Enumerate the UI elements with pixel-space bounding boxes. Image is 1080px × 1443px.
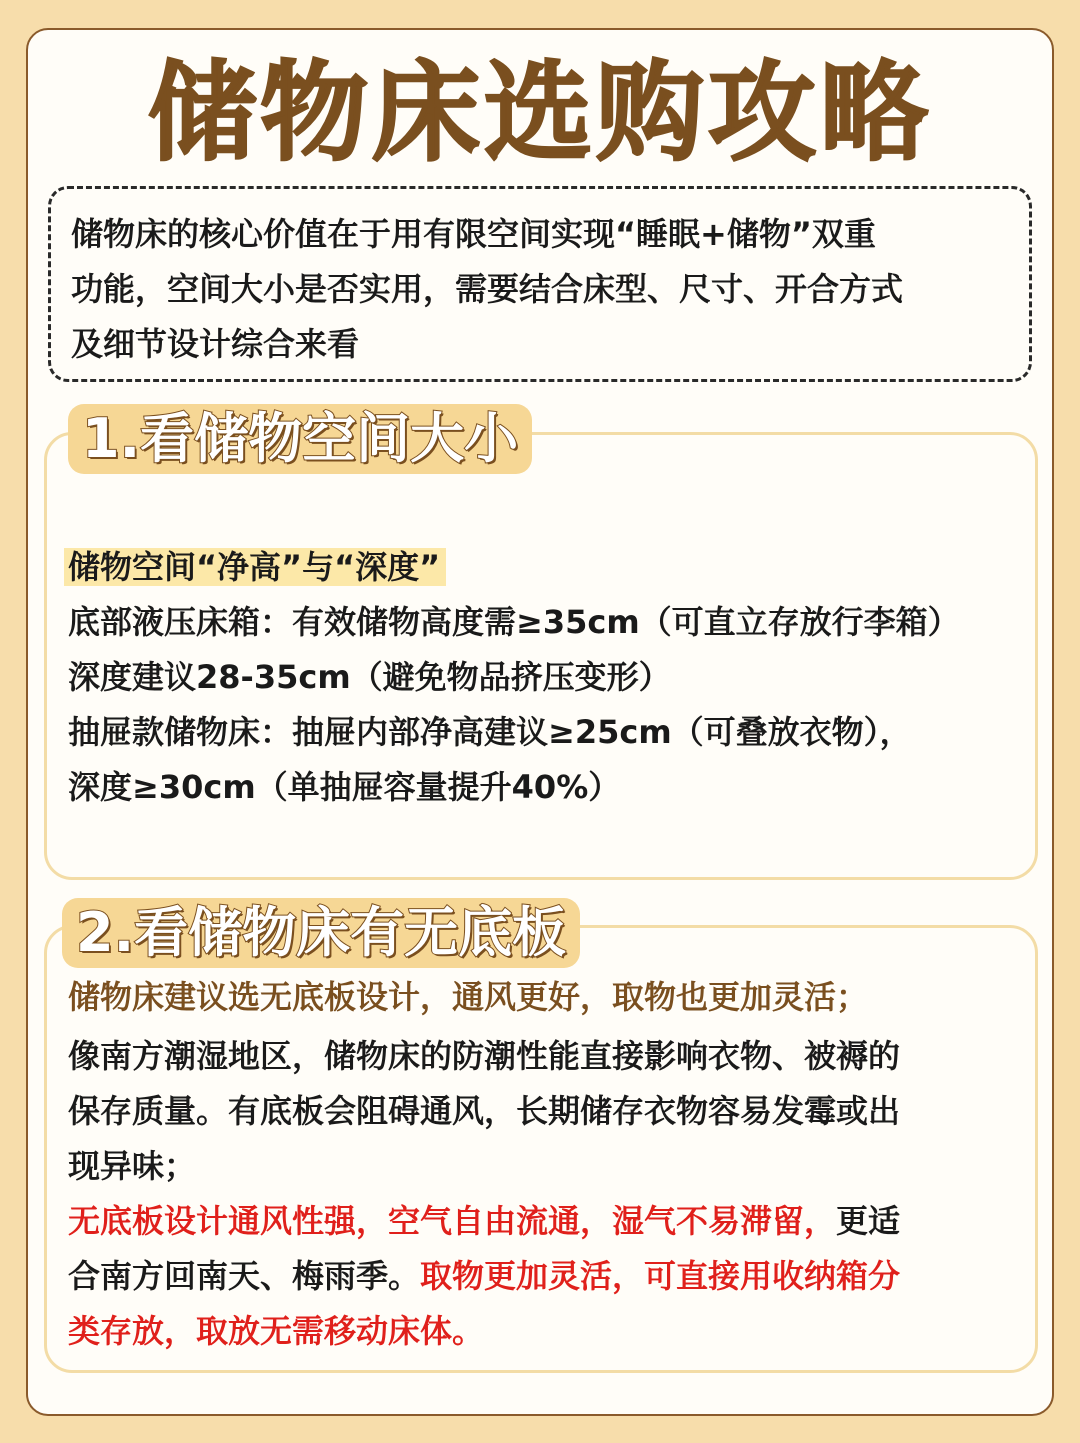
- section-1-subheading: 储物空间“净高”与“深度”: [64, 548, 446, 586]
- section-2-title: 2.看储物床有无底板: [62, 898, 580, 968]
- intro-line: 及细节设计综合来看: [71, 325, 360, 363]
- section-2-body-line: 保存质量。有底板会阻碍通风，长期储存衣物容易发霉或出: [68, 1092, 901, 1130]
- section-2-black-text: 合南方回南天、梅雨季。: [68, 1257, 421, 1295]
- intro-box: [48, 186, 1032, 382]
- section-2-body-line: 现异味；: [68, 1147, 197, 1185]
- section-2-red-text: 无底板设计通风性强，空气自由流通，湿气不易滞留，: [68, 1202, 837, 1240]
- section-1-content: [68, 540, 960, 815]
- section-2-lead: 储物床建议选无底板设计，通风更好，取物也更加灵活；: [68, 978, 869, 1016]
- section-2-content: [68, 970, 900, 1359]
- section-1-line: 深度建议28-35cm（避免物品挤压变形）: [68, 658, 671, 696]
- intro-line: 功能，空间大小是否实用，需要结合床型、尺寸、开合方式: [71, 270, 904, 308]
- section-2-red-text: 取物更加灵活，可直接用收纳箱分: [420, 1257, 901, 1295]
- section-1-line: 底部液压床箱：有效储物高度需≥35cm（可直立存放行李箱）: [68, 603, 960, 641]
- page-title: 储物床选购攻略: [147, 51, 932, 176]
- intro-line: 储物床的核心价值在于用有限空间实现“睡眠+储物”双重: [71, 215, 876, 253]
- section-1-subheading-line: [68, 540, 960, 595]
- section-2-body-line: 像南方潮湿地区，储物床的防潮性能直接影响衣物、被褥的: [68, 1037, 901, 1075]
- section-2-black-text: 更适: [836, 1202, 901, 1240]
- section-1-title: 1.看储物空间大小: [68, 404, 532, 474]
- section-2-mixed-line-2: [68, 1249, 900, 1304]
- section-1-line: 深度≥30cm（单抽屉容量提升40%）: [68, 768, 621, 806]
- section-2-mixed-line-3: [68, 1304, 900, 1359]
- section-2-mixed-line-1: [68, 1194, 900, 1249]
- section-2-red-text: 类存放，取放无需移动床体。: [68, 1312, 485, 1350]
- section-1-line: 抽屉款储物床：抽屉内部净高建议≥25cm（可叠放衣物），: [68, 713, 912, 751]
